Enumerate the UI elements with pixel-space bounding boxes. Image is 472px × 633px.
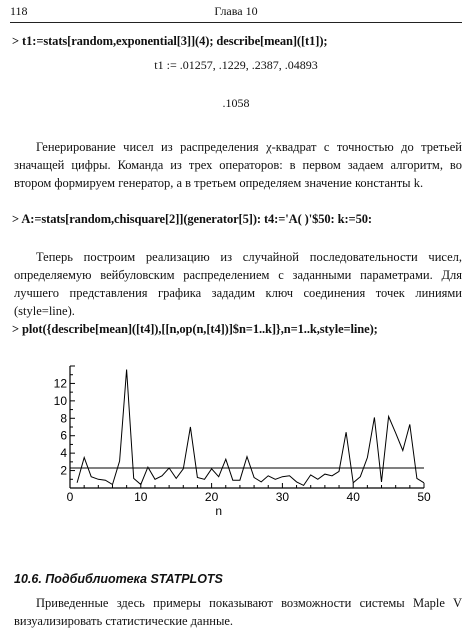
- maple-output-2: .1058: [222, 96, 250, 110]
- y-tick-label: 4: [60, 446, 67, 461]
- chapter-header: Глава 10: [214, 4, 258, 18]
- x-tick-label: 10: [134, 490, 148, 504]
- paragraph-3-text: Приведенные здесь примеры показывают возможности системы Maple V визуализировать статистические данные.: [14, 596, 462, 628]
- y-tick-label: 8: [60, 411, 67, 426]
- paragraph-2-text: Теперь построим реализацию из случайной последовательности чисел, определяемую вейбуловским распределением с заданными параметрами. Для лучшего представления графика зададим ключ соединения точек линиями (style=line).: [14, 250, 462, 318]
- paragraph-1-text: Генерирование чисел из распределения χ-квадрат с точностью до третьей значащей цифры. Команда из трех операторов: в первом задаем алгоритм, во втором формируем генератор, а в третьем определяем значение константы k.: [14, 140, 462, 190]
- maple-command-1: > t1:=stats[random,exponential[3]](4); describe[mean]([t1]);: [12, 34, 328, 48]
- y-tick-label: 2: [60, 463, 67, 478]
- header-rule: [10, 22, 462, 23]
- page-number: 118: [10, 4, 28, 18]
- line-chart: [14, 360, 444, 518]
- y-tick-label: 10: [53, 393, 67, 408]
- x-tick-label: 40: [346, 490, 360, 504]
- x-tick-label: 30: [275, 490, 290, 504]
- x-tick-label: 50: [417, 490, 431, 504]
- maple-output-1: t1 := .01257, .1229, .2387, .04893: [154, 58, 318, 72]
- maple-command-3: > plot({describe[mean]([t4]),[[n,op(n,[t4])]$n=1..k]},n=1..k,style=line);: [12, 322, 378, 336]
- paragraph-2: [14, 248, 462, 320]
- x-tick-label: 0: [66, 490, 74, 504]
- y-tick-label: 6: [60, 428, 67, 443]
- paragraph-1: [14, 138, 462, 192]
- x-axis-label: n: [215, 504, 223, 518]
- x-tick-label: 20: [204, 490, 219, 504]
- section-title: 10.6. Подбиблиотека STATPLOTS: [14, 572, 223, 586]
- paragraph-3: [14, 594, 462, 630]
- maple-command-2: > A:=stats[random,chisquare[2]](generator[5]): t4:='A( )'$50: k:=50:: [12, 212, 372, 226]
- y-tick-label: 12: [53, 376, 67, 391]
